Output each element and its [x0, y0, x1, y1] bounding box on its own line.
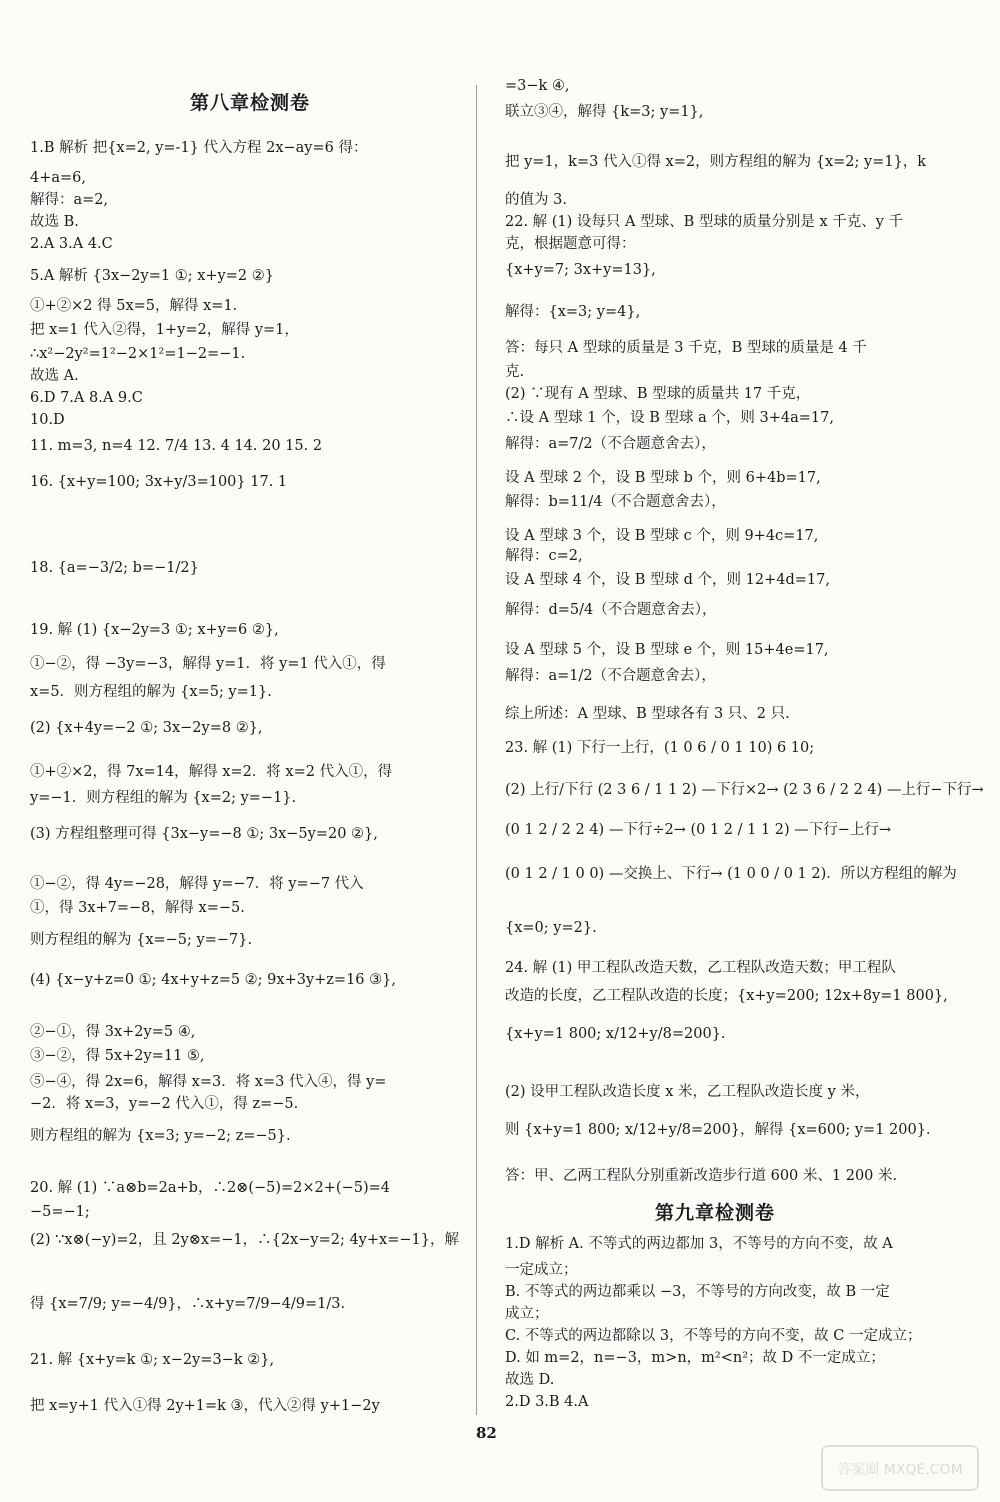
- answer-line: 答：甲、乙两工程队分别重新改造步行道 600 米、1 200 米.: [505, 1168, 898, 1184]
- answer-line: (4) {x−y+z=0 ①; 4x+y+z=5 ②; 9x+3y+z=16 ③},: [30, 972, 396, 988]
- answer-line: 设 A 型球 2 个，设 B 型球 b 个，则 6+4b=17,: [505, 470, 821, 486]
- answer-line: −2．将 x=3，y=−2 代入①，得 z=−5.: [30, 1096, 299, 1112]
- answer-line: ①−②，得 −3y=−3，解得 y=1．将 y=1 代入①，得: [30, 656, 386, 672]
- answer-line: C. 不等式的两边都除以 3，不等号的方向不变，故 C 一定成立；: [505, 1328, 922, 1344]
- answer-line: 克.: [505, 364, 525, 380]
- answer-line: 6.D 7.A 8.A 9.C: [30, 390, 143, 406]
- answer-line: 22. 解 (1) 设每只 A 型球、B 型球的质量分别是 x 千克、y 千: [505, 214, 904, 230]
- answer-line: ⑤−④，得 2x=6，解得 x=3．将 x=3 代入④，得 y=: [30, 1074, 387, 1090]
- answer-line: 5.A 解析 {3x−2y=1 ①; x+y=2 ②}: [30, 268, 274, 284]
- answer-line: 则方程组的解为 {x=3; y=−2; z=−5}.: [30, 1128, 291, 1144]
- answer-line: =3−k ④,: [505, 78, 570, 94]
- answer-line: {x+y=7; 3x+y=13},: [505, 262, 656, 278]
- answer-line: 得 {x=7/9; y=−4/9}，∴x+y=7/9−4/9=1/3.: [30, 1296, 346, 1312]
- answer-line: 解得：c=2,: [505, 548, 583, 564]
- answer-line: −5=−1;: [30, 1204, 90, 1220]
- answer-line: 1.B 解析 把{x=2, y=-1} 代入方程 2x−ay=6 得：: [30, 140, 368, 156]
- watermark-logo: [820, 1440, 980, 1495]
- answer-line: 2.D 3.B 4.A: [505, 1394, 589, 1410]
- answer-line: 23. 解 (1) 下行一上行，(1 0 6 / 0 1 10) 6 10;: [505, 740, 815, 756]
- answer-line: 21. 解 {x+y=k ①; x−2y=3−k ②},: [30, 1352, 275, 1368]
- answer-line: B. 不等式的两边都乘以 −3，不等号的方向改变，故 B 一定: [505, 1284, 890, 1300]
- answer-line: 11. m=3, n=4 12. 7/4 13. 4 14. 20 15. 2: [30, 438, 323, 454]
- answer-line: 把 x=1 代入②得，1+y=2，解得 y=1，: [30, 322, 299, 338]
- chapter-8-title: 第八章检测卷: [190, 92, 311, 114]
- answer-line: (2) ∵现有 A 型球、B 型球的质量共 17 千克，: [505, 386, 811, 402]
- answer-line: 设 A 型球 4 个，设 B 型球 d 个，则 12+4d=17,: [505, 572, 830, 588]
- answer-line: 解得：a=2,: [30, 192, 109, 208]
- answer-line: 答：每只 A 型球的质量是 3 千克，B 型球的质量是 4 千: [505, 340, 867, 356]
- answer-line: ∴x²−2y²=1²−2×1²=1−2=−1.: [30, 346, 246, 362]
- answer-line: 综上所述：A 型球、B 型球各有 3 只、2 只.: [505, 706, 790, 722]
- answer-line: 19. 解 (1) {x−2y=3 ①; x+y=6 ②},: [30, 622, 279, 638]
- answer-line: ①+②×2 得 5x=5，解得 x=1．: [30, 298, 248, 314]
- answer-line: 改造的长度，乙工程队改造的长度；{x+y=200; 12x+8y=1 800},: [505, 988, 948, 1004]
- answer-line: ③−②，得 5x+2y=11 ⑤,: [30, 1048, 205, 1064]
- answer-line: 故选 D.: [505, 1372, 555, 1388]
- answer-line: 4+a=6,: [30, 170, 87, 186]
- chapter-9-title: 第九章检测卷: [655, 1202, 776, 1224]
- answer-line: 联立③④，解得 {k=3; y=1},: [505, 104, 704, 120]
- answer-line: {x=0; y=2}.: [505, 920, 597, 936]
- answer-line: 1.D 解析 A. 不等式的两边都加 3，不等号的方向不变，故 A: [505, 1236, 893, 1252]
- answer-line: 设 A 型球 3 个，设 B 型球 c 个，则 9+4c=17,: [505, 528, 819, 544]
- answer-line: ∴设 A 型球 1 个，设 B 型球 a 个，则 3+4a=17,: [505, 410, 834, 426]
- answer-line: 16. {x+y=100; 3x+y/3=100} 17. 1: [30, 474, 288, 490]
- answer-line: 把 y=1，k=3 代入①得 x=2，则方程组的解为 {x=2; y=1}，k: [505, 154, 927, 170]
- watermark-text: 答案圈 MXQE.COM: [837, 1462, 963, 1478]
- column-divider: [476, 85, 477, 1415]
- answer-line: 把 x=y+1 代入①得 2y+1=k ③，代入②得 y+1−2y: [30, 1398, 380, 1414]
- answer-line: 20. 解 (1) ∵a⊗b=2a+b，∴2⊗(−5)=2×2+(−5)=4: [30, 1180, 390, 1196]
- answer-line: {x+y=1 800; x/12+y/8=200}.: [505, 1026, 726, 1042]
- answer-line: 成立；: [505, 1306, 549, 1322]
- answer-line: y=−1．则方程组的解为 {x=2; y=−1}.: [30, 790, 297, 806]
- page-number: 82: [476, 1424, 497, 1442]
- answer-line: (2) 上行/下行 (2 3 6 / 1 1 2) —下行×2→ (2 3 6 / 2 2 4) —上行−下行→: [505, 782, 984, 798]
- answer-line: (0 1 2 / 1 0 0) —交换上、下行→ (1 0 0 / 0 1 2)．所以方程组的解为: [505, 866, 957, 882]
- answer-line: (2) ∵x⊗(−y)=2，且 2y⊗x=−1，∴{2x−y=2; 4y+x=−1}，解: [30, 1232, 459, 1248]
- answer-line: x=5．则方程组的解为 {x=5; y=1}.: [30, 684, 272, 700]
- answer-line: 故选 B.: [30, 214, 79, 230]
- answer-line: (0 1 2 / 2 2 4) —下行÷2→ (0 1 2 / 1 1 2) —下行−上行→: [505, 822, 892, 838]
- answer-line: 则 {x+y=1 800; x/12+y/8=200}，解得 {x=600; y=1 200}.: [505, 1122, 931, 1138]
- answer-line: 解得：{x=3; y=4},: [505, 304, 641, 320]
- answer-line: 设 A 型球 5 个，设 B 型球 e 个，则 15+4e=17,: [505, 642, 829, 658]
- answer-line: 2.A 3.A 4.C: [30, 236, 113, 252]
- answer-line: 解得：b=11/4（不合题意舍去），: [505, 494, 726, 510]
- answer-line: 10.D: [30, 412, 65, 428]
- answer-line: 解得：d=5/4（不合题意舍去），: [505, 602, 717, 618]
- answer-line: 18. {a=−3/2; b=−1/2}: [30, 560, 199, 576]
- answer-line: (2) 设甲工程队改造长度 x 米，乙工程队改造长度 y 米，: [505, 1084, 870, 1100]
- answer-line: 克，根据题意可得：: [505, 236, 636, 252]
- answer-line: 解得：a=7/2（不合题意舍去），: [505, 436, 716, 452]
- answer-line: (2) {x+4y=−2 ①; 3x−2y=8 ②},: [30, 720, 263, 736]
- answer-line: 一定成立；: [505, 1262, 578, 1278]
- answer-line: (3) 方程组整理可得 {3x−y=−8 ①; 3x−5y=20 ②},: [30, 826, 378, 842]
- answer-line: 则方程组的解为 {x=−5; y=−7}.: [30, 932, 253, 948]
- answer-line: 的值为 3.: [505, 192, 567, 208]
- answer-line: ①+②×2，得 7x=14，解得 x=2．将 x=2 代入①，得: [30, 764, 393, 780]
- answer-line: D. 如 m=2，n=−3，m>n，m²<n²；故 D 不一定成立；: [505, 1350, 885, 1366]
- answer-line: 解得：a=1/2（不合题意舍去），: [505, 668, 716, 684]
- answer-line: 故选 A.: [30, 368, 79, 384]
- answer-line: ①−②，得 4y=−28，解得 y=−7．将 y=−7 代入: [30, 876, 364, 892]
- answer-line: 24. 解 (1) 甲工程队改造天数，乙工程队改造天数；甲工程队: [505, 960, 896, 976]
- answer-line: ①，得 3x+7=−8，解得 x=−5.: [30, 900, 245, 916]
- answer-line: ②−①，得 3x+2y=5 ④,: [30, 1024, 196, 1040]
